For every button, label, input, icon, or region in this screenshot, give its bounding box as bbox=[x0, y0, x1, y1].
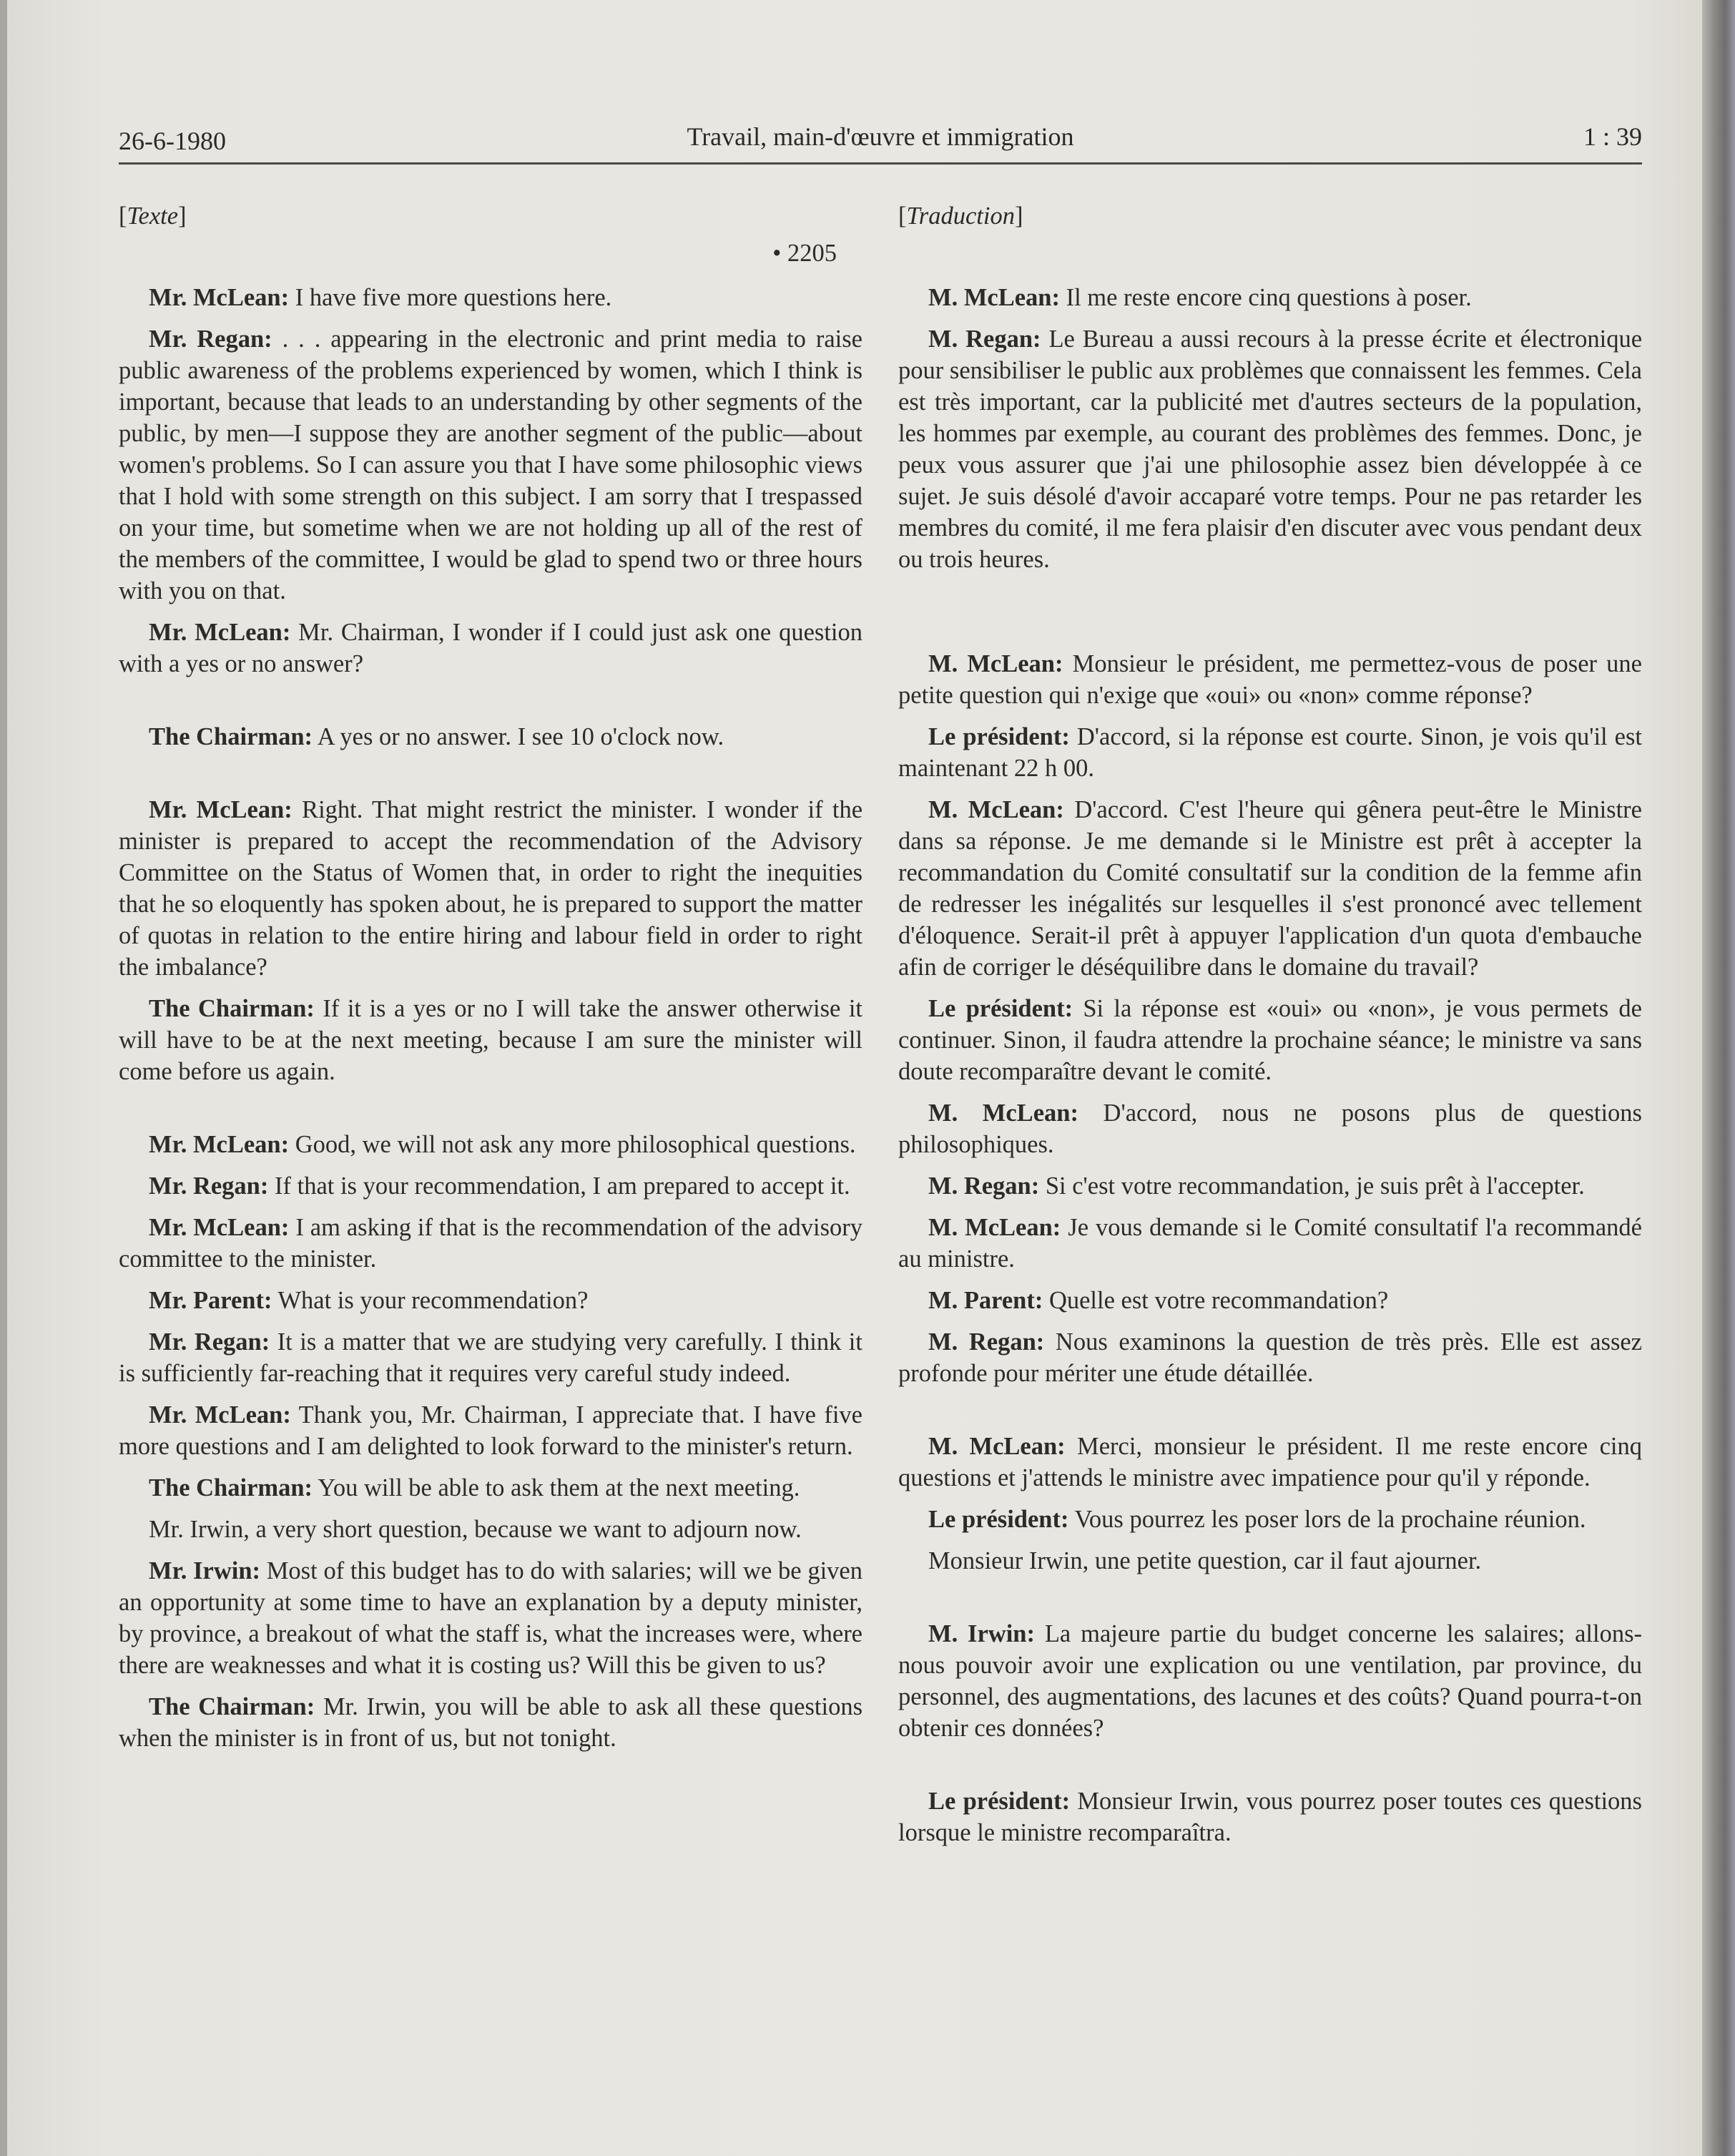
speech-text: Mr. Chairman, I wonder if I could just ask one question with a yes or no answer? bbox=[119, 619, 863, 677]
speech-text: Si c'est votre recommandation, je suis prêt à l'accepter. bbox=[1039, 1172, 1585, 1200]
speech-text: D'accord, nous ne posons plus de questions philosophiques. bbox=[898, 1099, 1642, 1158]
speech-text: Mr. Irwin, you will be able to ask all these questions when the minister is in front of us, but not tonight. bbox=[119, 1693, 862, 1752]
speaker-name: Mr. McLean: bbox=[149, 284, 290, 311]
speech-text: Je vous demande si le Comité consultatif l'a recommandé au ministre. bbox=[898, 1214, 1642, 1273]
speaker-name: The Chairman: bbox=[149, 1474, 313, 1501]
transcript-paragraph bbox=[898, 1431, 1642, 1494]
transcript-paragraph bbox=[898, 648, 1642, 711]
speech-text: . . . appearing in the electronic and print media to raise public awareness of the problems experienced by women, which I think is important, because that leads to an understanding by other segments of the public, by men—I suppose they are another segment of the public—about women's problems. So I can assure you that I have some philosophic views that I hold with some strength on this subject. I am sorry that I trespassed on your time, but sometime when we are not holding up all of the rest of the members of the committee, I would be glad to spend two or three hours with you on that. bbox=[119, 325, 862, 604]
transcript-paragraph bbox=[898, 794, 1642, 983]
speaker-name: Mr. McLean: bbox=[149, 1131, 290, 1158]
speaker-name: M. Irwin: bbox=[928, 1620, 1035, 1647]
speaker-name: Mr. Parent: bbox=[149, 1287, 272, 1314]
transcript-paragraph bbox=[119, 1514, 862, 1545]
transcript-paragraph bbox=[119, 323, 862, 607]
transcript-paragraph bbox=[119, 1170, 862, 1202]
book-binding-edge bbox=[1702, 0, 1735, 2156]
transcript-paragraph bbox=[898, 1618, 1642, 1744]
section-label-text: Traduction bbox=[906, 202, 1015, 230]
speaker-name: Mr. McLean: bbox=[149, 619, 291, 646]
section-label-text: Texte bbox=[127, 202, 179, 230]
speaker-name: M. Regan: bbox=[928, 1328, 1045, 1356]
speaker-name: Mr. Irwin: bbox=[149, 1557, 260, 1584]
speaker-name: The Chairman: bbox=[149, 1693, 315, 1720]
speech-text: A yes or no answer. I see 10 o'clock now. bbox=[313, 723, 724, 750]
speaker-name: Mr. McLean: bbox=[149, 1401, 291, 1429]
speaker-name: The Chairman: bbox=[149, 995, 315, 1022]
speaker-name: M. McLean: bbox=[928, 1099, 1078, 1127]
speaker-name: Mr. McLean: bbox=[149, 1214, 290, 1241]
header-title: Travail, main-d'œuvre et immigration bbox=[687, 122, 1074, 151]
speaker-name: M. Regan: bbox=[928, 325, 1041, 353]
speaker-name: M. Parent: bbox=[928, 1287, 1043, 1314]
speaker-name: M. McLean: bbox=[928, 1433, 1066, 1460]
section-label-traduction: [Traduction] bbox=[898, 202, 1023, 230]
speaker-name: Le président: bbox=[928, 723, 1070, 750]
transcript-paragraph bbox=[119, 1691, 862, 1754]
speaker-name: The Chairman: bbox=[149, 723, 313, 750]
speech-text: You will be able to ask them at the next meeting. bbox=[313, 1474, 800, 1501]
header-page-number: 1 : 39 bbox=[1583, 122, 1642, 151]
speech-text: Thank you, Mr. Chairman, I appreciate that. I have five more questions and I am delighted to look forward to the minister's return. bbox=[119, 1401, 862, 1460]
transcript-paragraph bbox=[119, 1129, 862, 1160]
speech-text: Si la réponse est «oui» ou «non», je vous permets de continuer. Sinon, il faudra attendre la prochaine séance; le ministre va sans doute recomparaître devant le comité. bbox=[898, 995, 1642, 1085]
speech-text: I have five more questions here. bbox=[289, 284, 612, 311]
speaker-name: Le président: bbox=[928, 995, 1073, 1022]
transcript-paragraph bbox=[119, 282, 862, 313]
speech-text: D'accord. C'est l'heure qui gênera peut-être le Ministre dans sa réponse. Je me demande si le Ministre est prêt à accepter la recommandation du Comité consultatif sur la condition de la femme afin de redresser les inégalités sur lesquelles il s'est prononcé avec tellement d'éloquence. Serait-il prêt à appuyer l'application d'un quota d'embauche afin de corriger le déséquilibre dans le domaine du travail? bbox=[898, 796, 1642, 981]
speech-text: If it is a yes or no I will take the answer otherwise it will have to be at the next meeting, because I am sure the minister will come before us again. bbox=[119, 995, 862, 1085]
transcript-paragraph bbox=[898, 282, 1642, 313]
page-left-edge bbox=[0, 0, 7, 2156]
transcript-paragraph bbox=[898, 1545, 1642, 1577]
speaker-name: Mr. Regan: bbox=[149, 1328, 270, 1356]
transcript-paragraph bbox=[119, 993, 862, 1087]
transcript-paragraph bbox=[119, 617, 862, 680]
transcript-paragraph bbox=[898, 1212, 1642, 1275]
speaker-name: M. Regan: bbox=[928, 1172, 1040, 1200]
timestamp: • 2205 bbox=[772, 240, 837, 267]
transcript-paragraph bbox=[119, 1555, 862, 1681]
speaker-name: Mr. Regan: bbox=[149, 1172, 269, 1200]
transcript-paragraph bbox=[898, 1170, 1642, 1202]
speech-text: Mr. Irwin, a very short question, because we want to adjourn now. bbox=[149, 1516, 802, 1543]
transcript-paragraph bbox=[898, 993, 1642, 1087]
transcript-paragraph bbox=[898, 1285, 1642, 1316]
speech-text: Merci, monsieur le président. Il me reste encore cinq questions et j'attends le ministre avec impatience pour qu'il y réponde. bbox=[898, 1433, 1642, 1491]
transcript-paragraph bbox=[898, 323, 1642, 575]
transcript-paragraph bbox=[119, 721, 862, 753]
transcript-paragraph bbox=[119, 1285, 862, 1316]
speaker-name: Le président: bbox=[928, 1788, 1071, 1815]
speaker-name: M. McLean: bbox=[928, 1214, 1061, 1241]
transcript-paragraph bbox=[898, 1326, 1642, 1389]
speech-text: Monsieur le président, me permettez-vous de poser une petite question qui n'exige que «oui» ou «non» comme réponse? bbox=[898, 650, 1642, 709]
speech-text: Nous examinons la question de très près. Elle est assez profonde pour mériter une étude détaillée. bbox=[898, 1328, 1642, 1387]
speech-text: Le Bureau a aussi recours à la presse écrite et électronique pour sensibiliser le public aux problèmes que connaissent les femmes. Cela est très important, car la publicité met d'autres secteurs de la population, les hommes par exemple, au courant des problèmes des femmes. Donc, je peux vous assurer que j'ai une philosophie assez bien développée à ce sujet. Je suis désolé d'avoir accaparé votre temps. Pour ne pas retarder les membres du comité, il me fera plaisir d'en discuter avec vous pendant deux ou trois heures. bbox=[898, 325, 1643, 573]
speaker-name: Le président: bbox=[928, 1506, 1069, 1533]
speaker-name: M. McLean: bbox=[928, 796, 1064, 823]
speech-text: What is your recommendation? bbox=[272, 1287, 589, 1314]
speech-text: Most of this budget has to do with salaries; will we be given an opportunity at some time to have an explanation by a deputy minister, by province, a breakout of what the staff is, what the increases were, where there are weaknesses and what it is costing us? Will this be given to us? bbox=[119, 1557, 862, 1679]
speech-text: D'accord, si la réponse est courte. Sinon, je vois qu'il est maintenant 22 h 00. bbox=[898, 723, 1642, 782]
speech-text: La majeure partie du budget concerne les salaires; allons-nous pouvoir avoir une explication ou une ventilation, par province, du personnel, des augmentations, des lacunes et des coûts? Quand pourra-t-on obtenir ces données? bbox=[898, 1620, 1642, 1742]
speech-text: I am asking if that is the recommendation of the advisory committee to the minister. bbox=[119, 1214, 862, 1273]
transcript-paragraph bbox=[898, 721, 1642, 784]
transcript-paragraph bbox=[119, 1212, 862, 1275]
transcript-paragraph bbox=[119, 794, 862, 983]
transcript-paragraph bbox=[119, 1326, 862, 1389]
english-column bbox=[119, 200, 862, 1754]
transcript-paragraph bbox=[898, 1097, 1642, 1160]
speech-text: Vous pourrez les poser lors de la prochaine réunion. bbox=[1068, 1506, 1586, 1533]
speaker-name: Mr. Regan: bbox=[149, 325, 272, 353]
speech-text: If that is your recommendation, I am prepared to accept it. bbox=[268, 1172, 850, 1200]
page-header bbox=[119, 120, 1642, 163]
transcript-paragraph bbox=[898, 1504, 1642, 1535]
transcript-paragraph bbox=[898, 1785, 1642, 1848]
section-label-texte: [Texte] bbox=[119, 202, 187, 230]
speech-text: Quelle est votre recommandation? bbox=[1043, 1287, 1389, 1314]
speaker-name: M. McLean: bbox=[928, 284, 1060, 311]
speaker-name: Mr. McLean: bbox=[149, 796, 293, 823]
speaker-name: M. McLean: bbox=[928, 650, 1063, 677]
speech-text: Monsieur Irwin, une petite question, car il faut ajourner. bbox=[928, 1547, 1482, 1574]
header-date: 26-6-1980 bbox=[119, 127, 226, 155]
transcript-paragraph bbox=[119, 1399, 862, 1462]
speech-text: Monsieur Irwin, vous pourrez poser toutes ces questions lorsque le ministre recomparaîtra. bbox=[898, 1788, 1642, 1846]
speech-text: Right. That might restrict the minister. I wonder if the minister is prepared to accept the recommendation of the Advisory Committee on the Status of Women that, in order to right the inequities that he so eloquently has spoken about, he is prepared to support the matter of quotas in relation to the entire hiring and labour field in order to right the imbalance? bbox=[119, 796, 863, 981]
french-column bbox=[898, 200, 1642, 1848]
speech-text: Good, we will not ask any more philosophical questions. bbox=[289, 1131, 856, 1158]
transcript-paragraph bbox=[119, 1472, 862, 1504]
header-rule bbox=[119, 162, 1642, 165]
speech-text: It is a matter that we are studying very carefully. I think it is sufficiently far-reaching that it requires very careful study indeed. bbox=[119, 1328, 862, 1387]
speech-text: Il me reste encore cinq questions à poser. bbox=[1059, 284, 1472, 311]
